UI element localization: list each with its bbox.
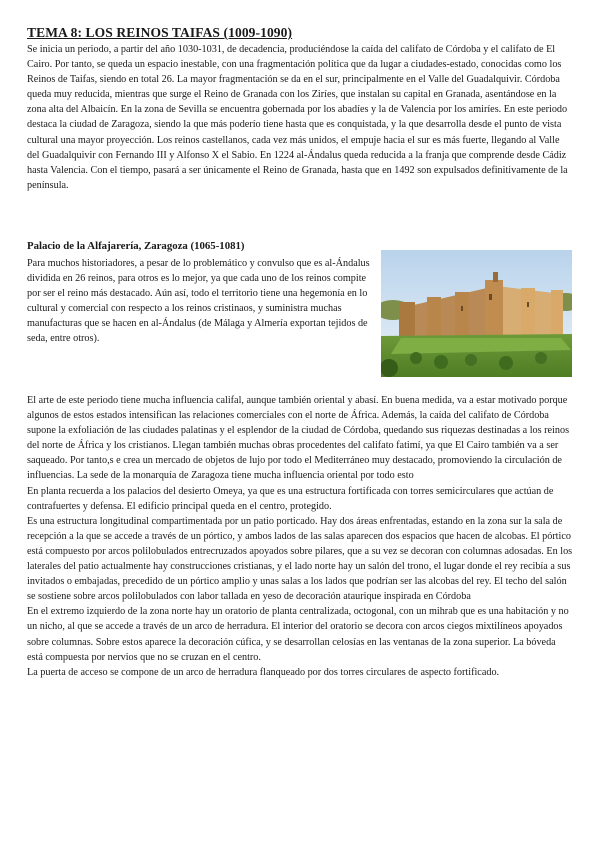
page-title: TEMA 8: LOS REINOS TAIFAS (1009-1090) bbox=[27, 25, 293, 40]
paragraph-1: Para muchos historiadores, a pesar de lo problemático y convulso que es al-Ándalus dividida en 26 reinos, para otros es lo mejor, ya que cada uno de los reinos compite por ser el reino más destacado. Aún así, todo el territorio tiene una hegemonía en lo cultural y comercial con respecto a los reinos cristinaos, y suministra muchas manufacturas que se hacen en al-Ándalus (de Málaga y Almería exportan tejidos de seda, entre otros). bbox=[27, 258, 370, 345]
paragraph-5: En el extremo izquierdo de la zona norte hay un oratorio de planta centralizada, octogonal, con un mihrab que es una habitación y no un nicho, al que se accede a través de un arco de herradura. El interior del oratorio se decora con arcos ciegos mixtilíneos apoyados sobre columnas. Sobre estos aparece la decoración cúfica, y se desarrollan celosías en las ventanas de la zona superior. La bóveda está compuesta por nervios que no se cruzan en el centro. bbox=[27, 606, 569, 663]
aljaferia-palace-photo bbox=[381, 250, 572, 377]
paragraph-6: La puerta de acceso se compone de un arco de herradura flanqueado por dos torres circulares de aspecto fortificado. bbox=[27, 666, 500, 678]
intro-paragraph: Se inicia un periodo, a partir del año 1030-1031, de decadencia, produciéndose la caída del califato de Córdoba y el califato de El Cairo. Por tanto, se queda un espacio inestable, con una fragmentación política que da lugar a ciudades-estado, conocidas como los Reinos de Taifas, siendo en total 26. La mayor fragmentación se da en el sur, principalmente en el Valle del Guadalquivir. Córdoba queda muy reducida, mientras que surge el Reino de Granada con los Ziríes, que instalan su capital en Granada, asentándose en la zona alta del Albaicín. En la zona de Sevilla se encuentra gobernada por los abadíes y la de Valencia por los amiríes. En este periodo destaca la ciudad de Zaragoza, siendo la que más poderío tiene hasta que es conquistada, y la que desarrolla desde el punto de vista cultural una mayor proyección. Los reinos castellanos, cada vez más unidos, el empuje hacia el sur es más fuerte, llegando al Valle del Guadalquivir con Fernando III y Alfonso X el Sabio. En 1224 al-Ándalus queda reducida a la franja que comprende desde Cádiz hasta Valencia. Con el tiempo, pasará a ser únicamente el Reino de Granada, hasta que en 1492 son expulsados definitivamente de la península. bbox=[27, 44, 568, 191]
paragraph-3: En planta recuerda a los palacios del desierto Omeya, ya que es una estructura fortificada con torres semicirculares que actúan de contrafuertes y defensa. El edificio principal queda en el centro, protegido. bbox=[27, 485, 554, 512]
paragraph-4: Es una estructura longitudinal compartimentada por un patio porticado. Hay dos áreas enfrentadas, estando en la zona sur la sala de recepción a la que se accede a través de un pórtico, y ambos lados de las salas aparecen dos espacios que hacen de alcobas. El pórtico está compuesto por arcos polilobulados entrecruzados apoyados sobre pilares, que a su vez se decoran con columnas adosadas. En los laterales del patio actualmente hay construcciones cristianas, y el lado norte hay un salón del trono, el lugar donde el rey recibía a sus invitados o embajadas, precedido de un pórtico amplio y unas salas a los lados que podrían ser las alcobas del rey. El techo del salón se sostiene sobre arcos polilobulados con labor tallada en yeso de decoración ataurique inspirada en Córdoba bbox=[27, 515, 573, 603]
section-body bbox=[27, 393, 573, 680]
paragraph-2: El arte de este periodo tiene mucha influencia califal, aunque también oriental y abasí. En buena medida, va a estar motivado porque algunos de estos estados intensifican las relaciones comerciales con el norte de África. Además, la caída del califato de Córdoba supone la exfoliación de las ciudades palatinas y el esplendor de la ciudad de Córdoba, quedando sus riquezas destinadas a los reinos del norte de África y los cristianos. Llegan también muchas obras procedentes del califato fatimí, ya que El Cairo también va a ser saqueado. Por tanto,s e crea un mercado de objetos de lujo por todo el Mediterráneo muy destacado, promoviendo la circulación de influencias. La sede de la monarquía de Zaragoza tiene mucha influencia oriental por todo esto bbox=[27, 395, 570, 482]
section-heading: Palacio de la Alfajarería, Zaragoza (1065-1081) bbox=[27, 240, 245, 252]
